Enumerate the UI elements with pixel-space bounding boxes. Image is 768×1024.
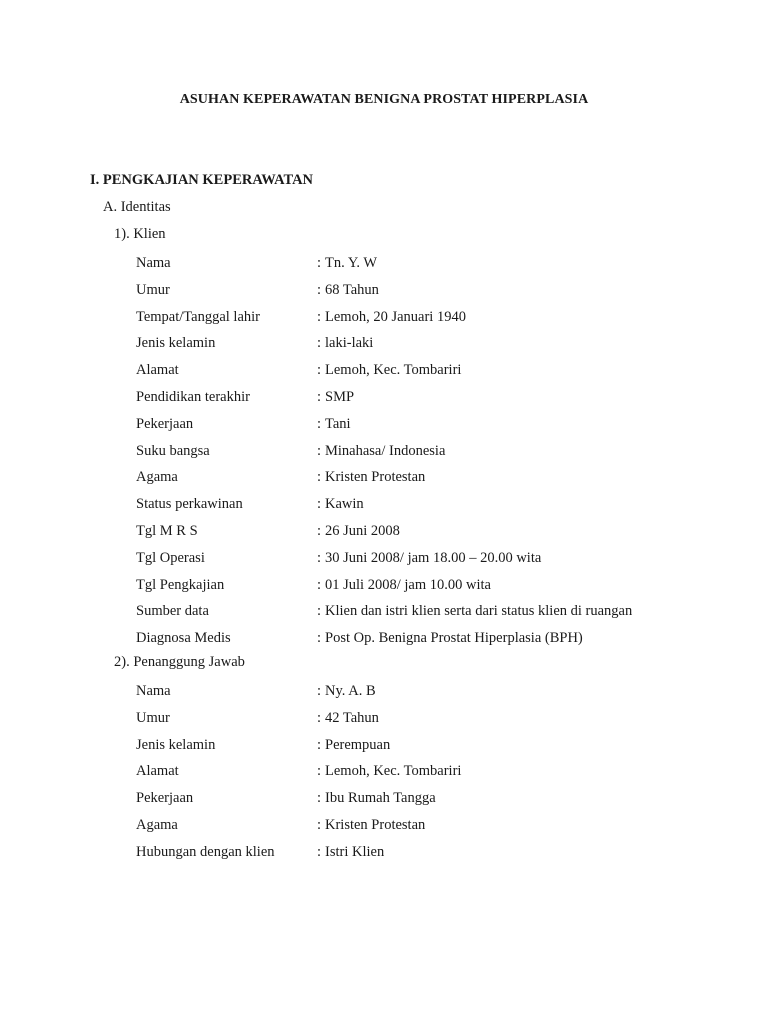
field-label: Tgl Pengkajian	[136, 576, 225, 593]
field-colon: :	[317, 415, 322, 432]
field-colon: :	[317, 335, 322, 352]
field-row	[136, 384, 736, 411]
field-colon: :	[317, 790, 322, 807]
field-row	[136, 705, 736, 732]
field-value: Istri Klien	[325, 843, 385, 860]
field-row	[136, 839, 736, 866]
field-label: Umur	[136, 709, 170, 726]
field-label: Tempat/Tanggal lahir	[136, 308, 260, 325]
field-label: Umur	[136, 281, 170, 298]
field-row	[136, 304, 736, 331]
field-label: Diagnosa Medis	[136, 630, 231, 647]
field-label: Pekerjaan	[136, 790, 194, 807]
field-label: Agama	[136, 469, 178, 486]
field-label: Tgl M R S	[136, 522, 198, 539]
field-row	[136, 491, 736, 518]
field-value: 68 Tahun	[325, 281, 379, 298]
field-value: Minahasa/ Indonesia	[325, 442, 446, 459]
field-colon: :	[317, 281, 322, 298]
field-row	[136, 625, 736, 652]
field-value: Kawin	[325, 496, 364, 513]
field-value: Klien dan istri klien serta dari status klien di ruangan	[325, 603, 633, 620]
field-value: Perempuan	[325, 736, 391, 753]
field-label: Pekerjaan	[136, 415, 194, 432]
field-colon: :	[317, 308, 322, 325]
field-row	[136, 678, 736, 705]
group-heading-klien: 1). Klien	[114, 226, 166, 242]
field-value: Tani	[325, 415, 351, 432]
field-label: Tgl Operasi	[136, 549, 205, 566]
field-row	[136, 250, 736, 277]
field-label: Jenis kelamin	[136, 736, 216, 753]
field-row	[136, 357, 736, 384]
section-heading: I. PENGKAJIAN KEPERAWATAN	[90, 172, 314, 188]
field-value: Lemoh, Kec. Tombariri	[325, 763, 462, 780]
field-colon: :	[317, 496, 322, 513]
penanggung-jawab-fields	[136, 678, 736, 866]
field-row	[136, 411, 736, 438]
field-value: Kristen Protestan	[325, 816, 426, 833]
field-colon: :	[317, 522, 322, 539]
field-value: Ibu Rumah Tangga	[325, 790, 436, 807]
field-label: Sumber data	[136, 603, 209, 620]
field-value: 26 Juni 2008	[325, 522, 400, 539]
field-value: 42 Tahun	[325, 709, 379, 726]
field-colon: :	[317, 816, 322, 833]
field-colon: :	[317, 469, 322, 486]
field-colon: :	[317, 709, 322, 726]
field-value: laki-laki	[325, 335, 374, 352]
field-colon: :	[317, 763, 322, 780]
field-colon: :	[317, 683, 322, 699]
field-value: Lemoh, 20 Januari 1940	[325, 308, 466, 325]
field-value: Lemoh, Kec. Tombariri	[325, 362, 462, 379]
field-label: Nama	[136, 255, 171, 271]
field-row	[136, 438, 736, 465]
field-value: 30 Juni 2008/ jam 18.00 – 20.00 wita	[325, 549, 542, 566]
field-row	[136, 785, 736, 812]
field-colon: :	[317, 388, 322, 405]
klien-fields	[136, 250, 736, 652]
sub-heading-identitas: A. Identitas	[103, 199, 171, 215]
field-colon: :	[317, 362, 322, 379]
group-heading-penanggung-jawab: 2). Penanggung Jawab	[114, 654, 245, 670]
field-label: Agama	[136, 816, 178, 833]
field-row	[136, 545, 736, 572]
field-value: Post Op. Benigna Prostat Hiperplasia (BPH)	[325, 630, 583, 647]
document-title: ASUHAN KEPERAWATAN BENIGNA PROSTAT HIPERPLASIA	[179, 92, 589, 107]
field-label: Alamat	[136, 763, 179, 780]
field-colon: :	[317, 603, 322, 620]
field-row	[136, 812, 736, 839]
field-colon: :	[317, 442, 322, 459]
field-value: Tn. Y. W	[325, 255, 378, 271]
field-value: SMP	[325, 388, 355, 405]
field-label: Alamat	[136, 362, 179, 379]
field-colon: :	[317, 549, 322, 566]
field-row	[136, 572, 736, 599]
field-label: Status perkawinan	[136, 496, 243, 513]
field-row	[136, 464, 736, 491]
field-label: Suku bangsa	[136, 442, 210, 459]
field-colon: :	[317, 736, 322, 753]
field-label: Pendidikan terakhir	[136, 388, 250, 405]
field-value: 01 Juli 2008/ jam 10.00 wita	[325, 576, 491, 593]
field-label: Nama	[136, 683, 171, 699]
field-colon: :	[317, 630, 322, 647]
field-colon: :	[317, 576, 322, 593]
field-label: Hubungan dengan klien	[136, 843, 275, 860]
field-row	[136, 598, 736, 625]
field-colon: :	[317, 843, 322, 860]
field-row	[136, 518, 736, 545]
field-row	[136, 758, 736, 785]
field-row	[136, 732, 736, 759]
field-row	[136, 277, 736, 304]
field-colon: :	[317, 255, 322, 271]
field-row	[136, 330, 736, 357]
field-label: Jenis kelamin	[136, 335, 216, 352]
field-value: Ny. A. B	[325, 683, 376, 699]
field-value: Kristen Protestan	[325, 469, 426, 486]
